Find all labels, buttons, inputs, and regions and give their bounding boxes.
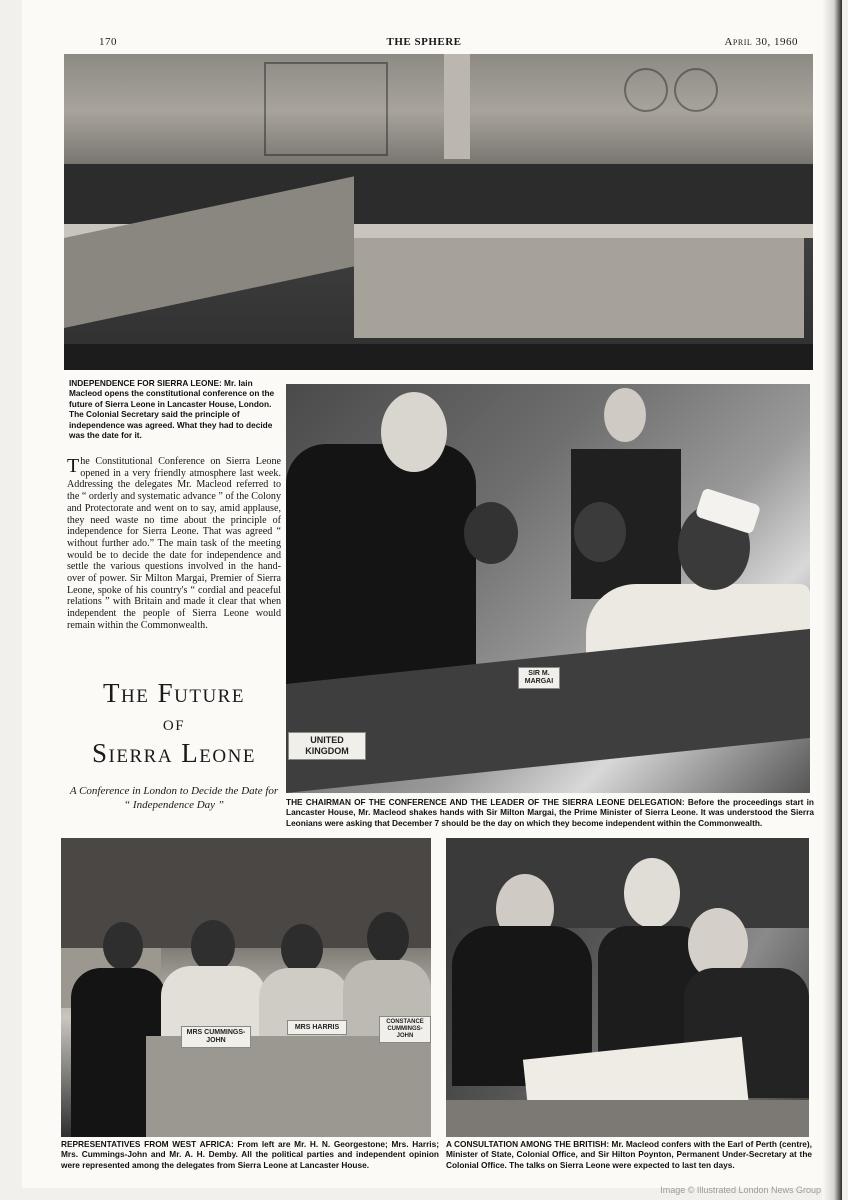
wall-medallion	[624, 68, 668, 112]
caption-heading: REPRESENTATIVES FROM WEST AFRICA:	[61, 1139, 234, 1149]
wall-medallion	[674, 68, 718, 112]
delegate-head	[367, 912, 409, 964]
place-card-2: MRS HARRIS	[287, 1020, 347, 1035]
delegate-head	[281, 924, 323, 974]
wall-panel	[264, 62, 388, 156]
photo3-caption	[61, 1139, 439, 1170]
caption-text: Mr. Macleod confers with the Earl of Perth (centre), Minister of State, Colonial Office, and Sir Hilton Poynton, Permanent Under-Secretary at the Colonial Office. The talks on Sierra Leone were expected to last ten days.	[446, 1139, 812, 1170]
delegate-head	[191, 920, 235, 972]
delegate-head	[464, 502, 518, 564]
british-consultation-photo	[446, 838, 809, 1137]
photo1-caption	[69, 378, 281, 440]
caption-heading: INDEPENDENCE FOR SIERRA LEONE:	[69, 378, 222, 388]
caption-heading: A CONSULTATION AMONG THE BRITISH:	[446, 1139, 610, 1149]
photo4-caption	[446, 1139, 812, 1170]
drop-cap: T	[67, 455, 80, 477]
caption-text: From left are Mr. H. N. Georgestone; Mrs. Harris; Mrs. Cummings-John and Mr. A. H. Demby. All the political parties and independent opinion were represented among the delegates from Sierra Leone at Lancaster House.	[61, 1139, 439, 1170]
caption-text: Before the proceedings start in Lancaster House, Mr. Macleod shakes hands with Sir Milton Margai, the Prime Minister of Sierra Leone. It was understood the Sierra Leonians were asking that December 7 should be the day on which they become independent within the Commonwealth.	[286, 797, 814, 828]
title-line-2: of	[162, 711, 186, 735]
earl-of-perth-head	[624, 858, 680, 928]
desk	[446, 1100, 809, 1137]
floor	[64, 344, 813, 370]
place-card-margai: SIR M. MARGAI	[518, 667, 560, 689]
page-edge-shadow	[822, 0, 842, 1200]
caption-text: Mr. Iain Macleod opens the constitutional conference on the future of Sierra Leone in Lancaster House, London. The Colonial Secretary said the principle of independence was agreed. What they had to decide was the date for it.	[69, 378, 275, 441]
page-header	[0, 36, 848, 52]
caption-heading: THE CHAIRMAN OF THE CONFERENCE AND THE LEADER OF THE SIERRA LEONE DELEGATION:	[286, 797, 685, 807]
article-text: he Constitutional Conference on Sierra Leone opened in a very friendly atmosphere last week. Addressing the delegates Mr. Macleod referred to the “ orderly and systematic advance ” of the Colony and Protectorate and went on to say, amid applause, they need waste no time about the principle of independence for Sierra Leone. That was agreed “ without further ado.” The main task of the meeting would be to decide the date for independence and settle the various questions involved in the hand-over of power. Sir Milton Margai, Premier of Sierra Leone, spoke of his country's “ cordial and peaceful relations ” with Britain and made it clear that when independent the people of Sierra Leone would remain within the Commonwealth.	[67, 456, 281, 631]
table-front	[354, 238, 804, 338]
west-africa-delegates-photo	[61, 838, 431, 1137]
table	[146, 1036, 431, 1137]
handshake-photo	[286, 384, 810, 793]
standing-man-head	[604, 388, 646, 442]
delegate-head	[103, 922, 143, 970]
photo2-caption	[286, 797, 814, 828]
delegate-head	[574, 502, 626, 562]
title-line-1: The Future	[103, 678, 245, 708]
place-card-1: MRS CUMMINGS-JOHN	[181, 1026, 251, 1048]
article-title-block	[67, 676, 281, 812]
image-credit: Image © Illustrated London News Group	[660, 1185, 821, 1195]
place-card-united-kingdom: UNITED KINGDOM	[288, 732, 366, 760]
place-card-3: CONSTANCE CUMMINGS-JOHN	[379, 1016, 431, 1043]
conference-room-photo	[64, 54, 813, 370]
magazine-name: THE SPHERE	[386, 36, 462, 48]
issue-date: April 30, 1960	[724, 36, 798, 48]
page-number: 170	[99, 36, 117, 48]
article-body	[67, 456, 281, 632]
pillar	[444, 54, 470, 159]
macleod-head	[381, 392, 447, 472]
article-subtitle: A Conference in London to Decide the Date for “ Independence Day ”	[69, 785, 279, 811]
title-line-3: Sierra Leone	[92, 738, 256, 768]
